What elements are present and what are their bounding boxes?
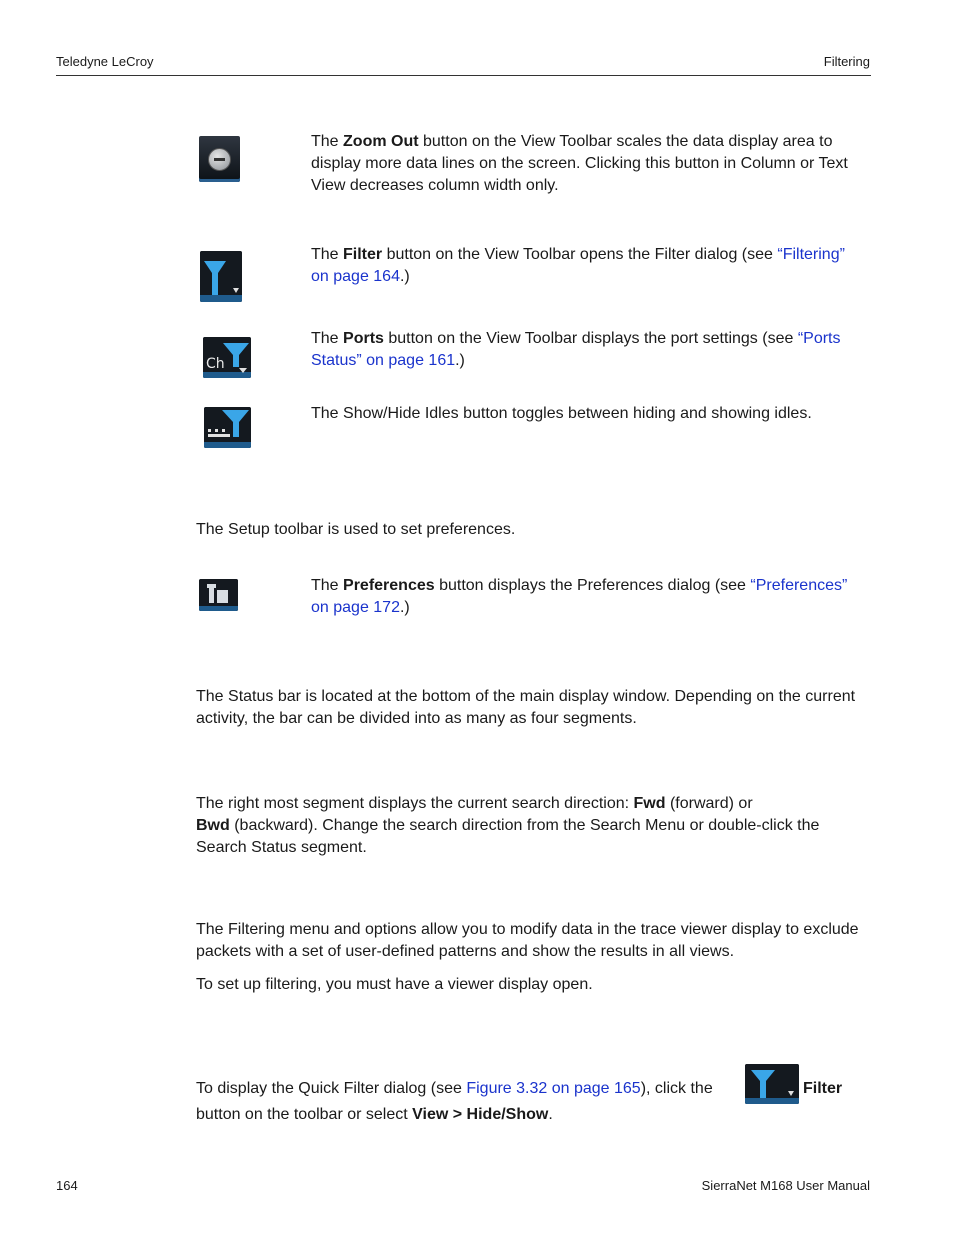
quick-filter-line1 — [196, 1078, 713, 1100]
text-end: .) — [399, 599, 410, 616]
filtering-intro-text: The Filtering menu and options allow you to modify data in the trace viewer display to exclude packets with a set of user-defined patterns and show the results in all views. — [196, 921, 859, 960]
preferences-description — [311, 575, 851, 619]
text-pre: The — [311, 577, 344, 594]
ports-icon-label: Ch — [206, 356, 225, 372]
text-end: .) — [399, 268, 410, 285]
text-end: .) — [455, 352, 465, 369]
ports-description — [311, 328, 851, 372]
text-post: button on the View Toolbar opens the Filter dialog (see — [382, 246, 778, 263]
inline-filter-icon[interactable] — [745, 1064, 799, 1104]
bwd-label: Bwd — [196, 817, 230, 834]
header-right: Filtering — [823, 54, 870, 69]
text-post: button displays the Preferences dialog (see — [434, 577, 751, 594]
quick-filter-bold — [803, 1078, 842, 1100]
text-post: (backward). Change the search direction from the Search Menu or double-click the Search Status segment. — [196, 817, 820, 856]
text-bold: Ports — [343, 330, 384, 347]
filtering-link[interactable]: “Filtering” on page 164 — [311, 246, 845, 285]
footer-page-number: 164 — [56, 1178, 78, 1193]
preferences-icon[interactable] — [199, 579, 238, 611]
zoom-out-icon[interactable] — [199, 136, 240, 182]
fwd-label: Fwd — [633, 795, 666, 812]
filter-bold: Filter — [803, 1080, 843, 1097]
text-mid: ), click the — [640, 1080, 713, 1097]
ports-status-link[interactable]: “Ports Status” on page 161 — [311, 330, 841, 369]
preferences-link[interactable]: “Preferences” on page 172 — [311, 577, 848, 616]
text-pre: To display the Quick Filter dialog (see — [196, 1080, 467, 1097]
text-pre: The — [311, 133, 344, 150]
filter-icon[interactable] — [200, 251, 242, 302]
text-bold: Zoom Out — [343, 133, 419, 150]
text-bold: Preferences — [343, 577, 435, 594]
text-mid: (forward) or — [665, 795, 753, 812]
search-status-text — [196, 793, 866, 859]
text-end: . — [548, 1106, 553, 1123]
figure-link[interactable]: Figure 3.32 on page 165 — [466, 1080, 641, 1097]
quick-filter-line2 — [196, 1104, 553, 1126]
header-rule — [56, 75, 871, 76]
ports-icon[interactable] — [203, 337, 251, 378]
status-bar-text: The Status bar is located at the bottom of the main display window. Depending on the current activity, the bar can be divided into as many as four segments. — [196, 688, 856, 727]
zoom-out-description — [311, 131, 851, 197]
text-pre: The — [311, 246, 344, 263]
setup-toolbar-text: The Setup toolbar is used to set preferences. — [196, 521, 516, 538]
text-pre: The — [311, 330, 344, 347]
show-hide-idles-icon[interactable] — [204, 407, 251, 448]
footer-manual-title: SierraNet M168 User Manual — [701, 1178, 870, 1193]
text-post: button on the View Toolbar scales the data display area to display more data lines on the screen. Clicking this button in Column or Text View decreases column width only. — [311, 133, 848, 194]
text-bold: Filter — [343, 246, 383, 263]
minus-icon — [214, 158, 225, 161]
filtering-setup-text: To set up filtering, you must have a viewer display open. — [196, 976, 593, 993]
header-left: Teledyne LeCroy — [56, 54, 154, 69]
menu-path: View > Hide/Show — [412, 1106, 549, 1123]
text-post: button on the View Toolbar displays the port settings (see — [383, 330, 798, 347]
idles-description: The Show/Hide Idles button toggles between hiding and showing idles. — [311, 405, 812, 422]
text-pre: The right most segment displays the current search direction: — [196, 795, 634, 812]
filter-description — [311, 244, 851, 288]
text-pre: button on the toolbar or select — [196, 1106, 413, 1123]
